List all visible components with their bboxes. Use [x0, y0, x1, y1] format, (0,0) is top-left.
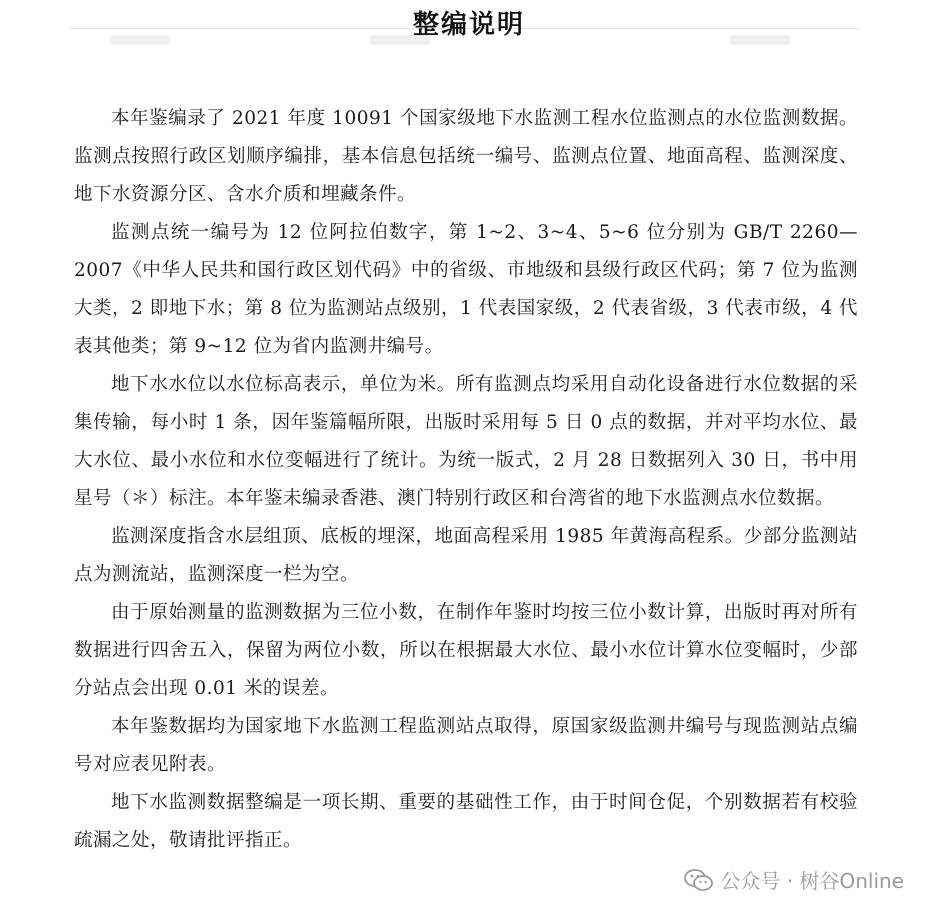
watermark-text: 公众号 · 树谷Online [720, 869, 904, 893]
page-title: 整编说明 [412, 10, 525, 40]
wechat-watermark [680, 863, 910, 896]
wechat-icon [684, 868, 714, 892]
paragraph-2: 监测点统一编号为 12 位阿拉伯数字，第 1~2、3~4、5~6 位分别为 GB/T 2260—2007《中华人民共和国行政区划代码》中的省级、市地级和县级行政区代码；第 7 位为监测大类，2 即地下水；第 8 位为监测站点级别，1 代表国家级，2 代表省级，3 代表市级，4 代表其他类；第 9~12 位为省内监测井编号。 [74, 222, 858, 357]
paragraph-3: 地下水水位以水位标高表示，单位为米。所有监测点均采用自动化设备进行水位数据的采集传输，每小时 1 条，因年鉴篇幅所限，出版时采用每 5 日 0 点的数据，并对平均水位、最大水位、最小水位和水位变幅进行了统计。为统一版式，2 月 28 日数据列入 30 日，书中用星号（＊）标注。本年鉴未编录香港、澳门特别行政区和台湾省的地下水监测点水位数据。 [74, 374, 858, 509]
paragraph-5: 由于原始测量的监测数据为三位小数，在制作年鉴时均按三位小数计算，出版时再对所有数据进行四舍五入，保留为两位小数，所以在根据最大水位、最小水位计算水位变幅时，少部分站点会出现 0.01 米的误差。 [74, 602, 858, 699]
paragraph-1: 本年鉴编录了 2021 年度 10091 个国家级地下水监测工程水位监测点的水位监测数据。监测点按照行政区划顺序编排，基本信息包括统一编号、监测点位置、地面高程、监测深度、地下水资源分区、含水介质和埋藏条件。 [74, 108, 858, 205]
document-body [74, 100, 858, 860]
paragraph-4: 监测深度指含水层组顶、底板的埋深，地面高程采用 1985 年黄海高程系。少部分监测站点为测流站，监测深度一栏为空。 [74, 526, 858, 585]
paragraph-7: 地下水监测数据整编是一项长期、重要的基础性工作，由于时间仓促，个别数据若有校验疏漏之处，敬请批评指正。 [74, 792, 858, 851]
paragraph-6: 本年鉴数据均为国家地下水监测工程监测站点取得，原国家级监测井编号与现监测站点编号对应表见附表。 [74, 716, 858, 775]
